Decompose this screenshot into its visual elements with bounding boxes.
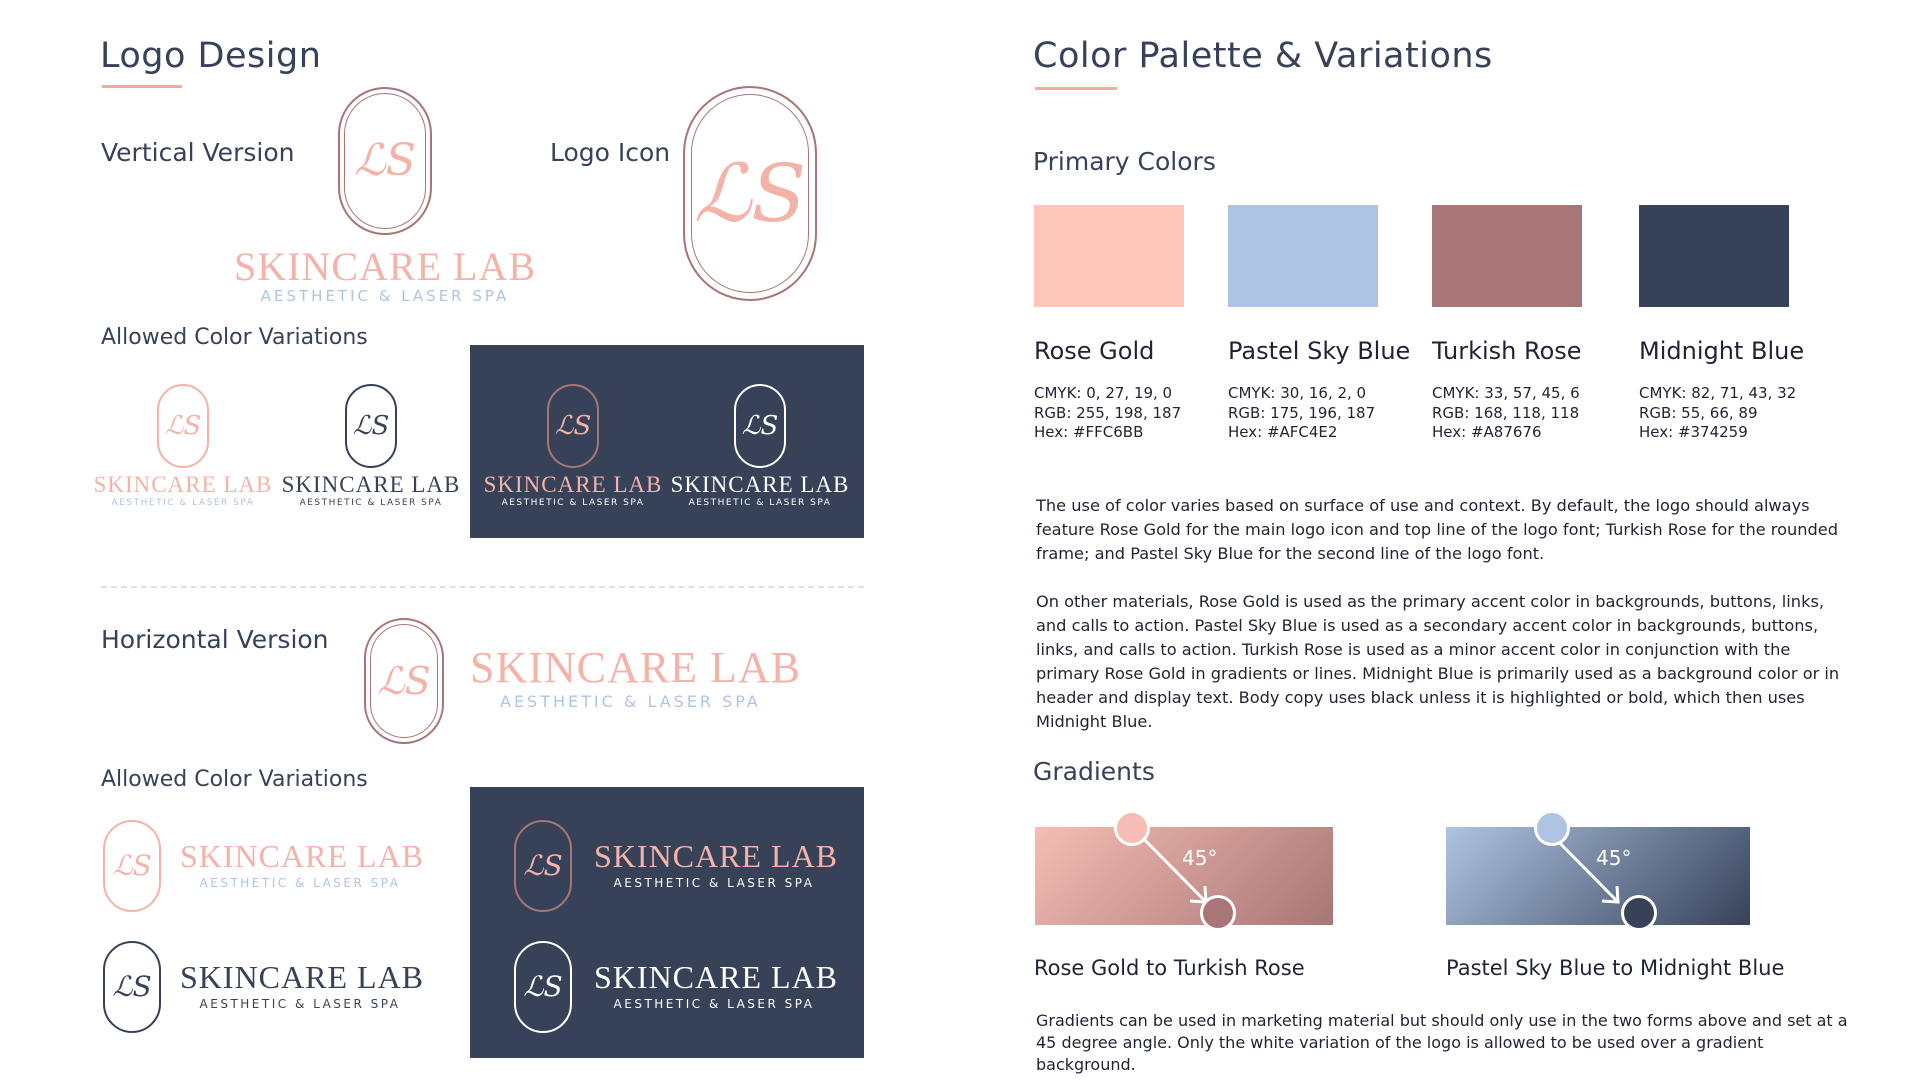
horizontal-logo-tagline: AESTHETIC & LASER SPA [500,692,761,711]
allowed-variations-label-2: Allowed Color Variations [101,767,368,792]
variation-white-monogram [734,384,786,468]
palette-title-underline [1035,87,1117,90]
monogram-glyph: ℒS [164,411,202,441]
title-underline [102,85,182,88]
variation-dark-rose-monogram [547,384,599,468]
logo-icon-monogram [683,86,817,301]
color-cmyk: CMYK: 30, 16, 2, 0 [1228,384,1367,402]
gradient-start-dot [1114,810,1150,846]
swatch-rose-gold [1034,205,1184,307]
swatch-pastel-sky-blue [1228,205,1378,307]
color-usage-paragraph-1: The use of color varies based on surface of use and context. By default, the logo should always feature Rose Gold for the main logo icon and top line of the logo font; Turkish Rose for the rounded frame; and Pastel Sky Blue for the second line of the logo font. [1036,496,1839,563]
monogram-glyph: ℒS [693,146,807,240]
variation-midnight-wordmark: SKINCARE LAB [281,472,461,497]
gradient-angle: 45° [1182,846,1218,870]
color-hex: Hex: #374259 [1639,423,1748,441]
color-specs [1034,384,1181,443]
variation-dark-rose-wordmark: SKINCARE LAB [483,472,663,497]
color-cmyk: CMYK: 33, 57, 45, 6 [1432,384,1580,402]
color-specs [1432,384,1580,443]
gradient-end-dot [1200,895,1236,931]
color-name: Pastel Sky Blue [1228,337,1411,365]
variation-white-tagline: AESTHETIC & LASER SPA [688,498,832,508]
gradient-angle: 45° [1596,846,1632,870]
color-hex: Hex: #FFC6BB [1034,423,1144,441]
monogram-glyph: ℒS [354,135,416,186]
color-cmyk: CMYK: 82, 71, 43, 32 [1639,384,1797,402]
variation-dark-rose-tagline: AESTHETIC & LASER SPA [501,498,645,508]
color-rgb: RGB: 55, 66, 89 [1639,403,1758,422]
hvariation-midnight-tagline: AESTHETIC & LASER SPA [199,997,401,1011]
swatch-midnight-blue [1639,205,1789,307]
hvariation-midnight-monogram [103,941,161,1033]
hvariation-white-tagline: AESTHETIC & LASER SPA [613,997,815,1011]
gradients-note: Gradients can be used in marketing material but should only use in the two forms above and set at a 45 degree angle. Only the white variation of the logo is allowed to be used over a gradient background. [1036,1011,1848,1074]
color-name: Midnight Blue [1639,337,1805,365]
gradient-end-dot [1621,895,1657,931]
monogram-glyph: ℒS [112,849,152,882]
variation-white-wordmark: SKINCARE LAB [670,472,850,497]
hvariation-dark-rose-wordmark: SKINCARE LAB [594,838,839,874]
gradient-start-dot [1534,810,1570,846]
monogram-glyph: ℒS [523,970,563,1003]
color-cmyk: CMYK: 0, 27, 19, 0 [1034,384,1173,402]
monogram-glyph: ℒS [523,849,563,882]
horizontal-version-label: Horizontal Version [101,625,329,654]
hvariation-dark-rose-tagline: AESTHETIC & LASER SPA [613,876,815,890]
gradient-name: Rose Gold to Turkish Rose [1034,956,1305,980]
section-divider [101,586,864,588]
hvariation-rose-monogram [103,820,161,912]
color-hex: Hex: #AFC4E2 [1228,423,1338,441]
horizontal-logo-wordmark: SKINCARE LAB [470,643,802,692]
horizontal-logo-monogram [364,618,444,744]
color-hex: Hex: #A87676 [1432,423,1542,441]
monogram-glyph: ℒS [352,411,390,441]
vertical-version-label: Vertical Version [101,138,295,167]
color-rgb: RGB: 255, 198, 187 [1034,403,1182,422]
color-specs [1228,384,1375,443]
hvariation-dark-rose-monogram [514,820,572,912]
monogram-glyph: ℒS [741,411,779,441]
monogram-glyph: ℒS [377,659,431,703]
dark-variation-panel [470,345,864,538]
primary-colors-label: Primary Colors [1033,147,1216,176]
hvariation-rose-tagline: AESTHETIC & LASER SPA [199,876,401,890]
variation-midnight-monogram [345,384,397,468]
variation-rose-wordmark: SKINCARE LAB [93,472,273,497]
color-name: Turkish Rose [1432,337,1582,365]
monogram-glyph: ℒS [554,411,592,441]
gradients-label: Gradients [1033,757,1155,786]
vertical-logo-tagline: AESTHETIC & LASER SPA [260,287,510,305]
variation-rose-tagline: AESTHETIC & LASER SPA [111,498,255,508]
color-palette-title: Color Palette & Variations [1033,36,1493,76]
swatch-turkish-rose [1432,205,1582,307]
vertical-logo-monogram [338,87,432,235]
color-rgb: RGB: 175, 196, 187 [1228,403,1376,422]
color-rgb: RGB: 168, 118, 118 [1432,403,1580,422]
vertical-logo-wordmark: SKINCARE LAB [233,244,537,289]
color-usage-paragraph-2: On other materials, Rose Gold is used as the primary accent color in backgrounds, buttons, links, and calls to action. Pastel Sky Blue is used as a secondary accent color in backgrounds, buttons, links, and calls to action. Turkish Rose is used as a minor accent color in conjunction with the primary Rose Gold in gradients or lines. Midnight Blue is primarily used as a background color or in header and display text. Body copy uses black unless it is highlighted or bold, which then uses Midnight Blue. [1036,592,1840,731]
color-specs [1639,384,1796,443]
hvariation-white-monogram [514,941,572,1033]
hvariation-rose-wordmark: SKINCARE LAB [180,838,425,874]
hvariation-midnight-wordmark: SKINCARE LAB [180,959,425,995]
logo-icon-label: Logo Icon [550,138,671,167]
gradient-name: Pastel Sky Blue to Midnight Blue [1446,956,1785,980]
logo-design-title: Logo Design [100,36,322,76]
monogram-glyph: ℒS [112,970,152,1003]
variation-rose-monogram [157,384,209,468]
allowed-variations-label: Allowed Color Variations [101,325,368,350]
variation-midnight-tagline: AESTHETIC & LASER SPA [299,498,443,508]
hvariation-white-wordmark: SKINCARE LAB [594,959,839,995]
color-name: Rose Gold [1034,337,1155,365]
